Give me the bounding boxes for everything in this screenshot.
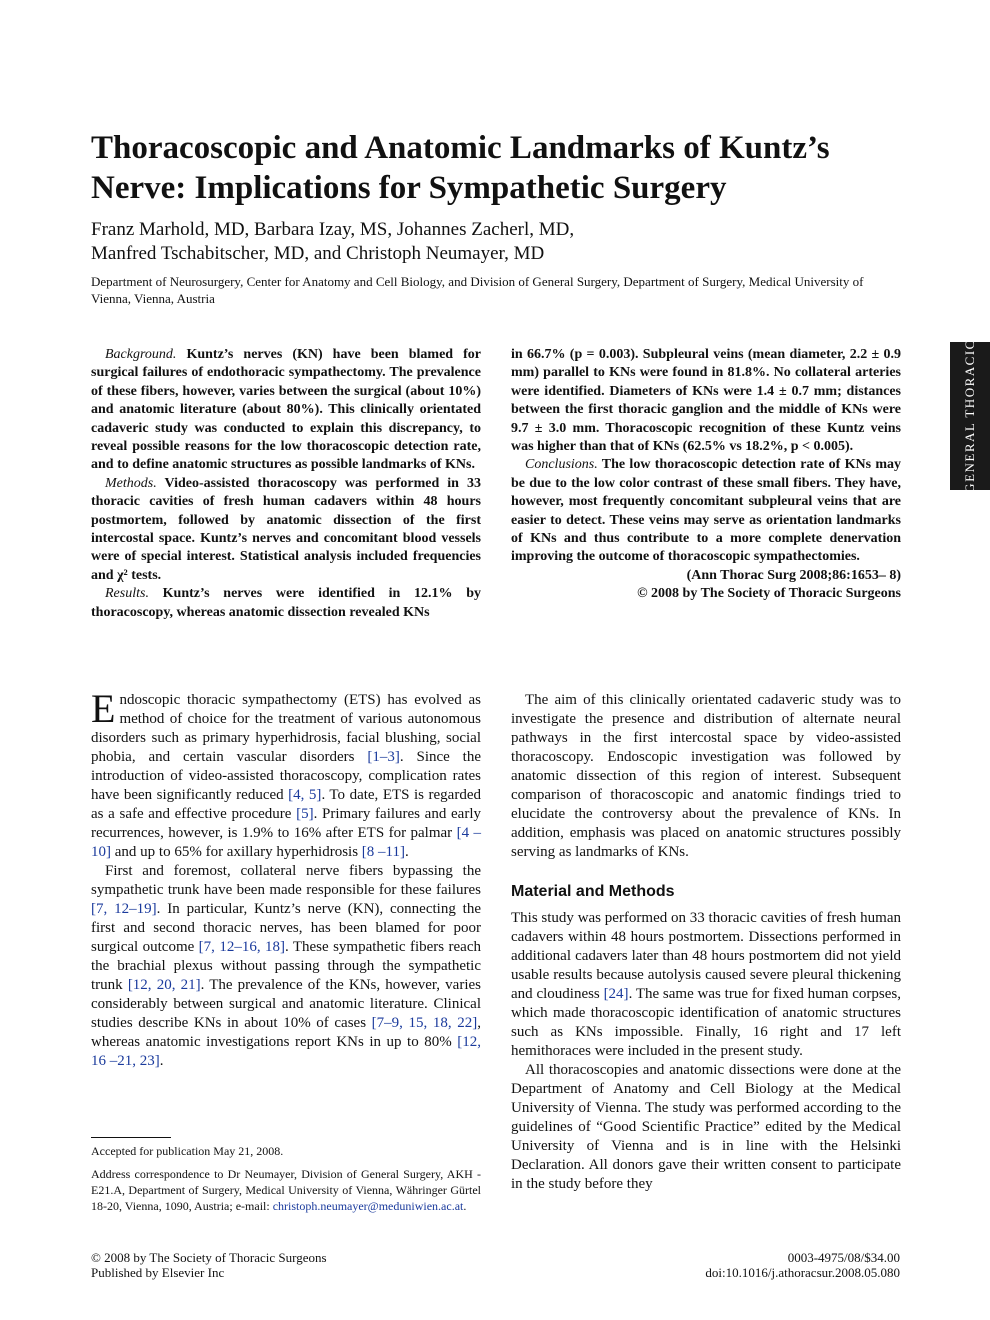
author-list [91, 218, 891, 266]
abstract-right-column [511, 346, 901, 604]
paper-title: Thoracoscopic and Anatomic Landmarks of Kuntz’s Nerve: Implications for Sympathetic Surgery [91, 130, 830, 206]
abstract-copyright: © 2008 by The Society of Thoracic Surgeons [637, 586, 901, 602]
side-tab-label: GENERAL THORACIC [962, 339, 977, 493]
authors-line-1: Franz Marhold, MD, Barbara Izay, MS, Johannes Zacherl, MD, [91, 219, 575, 240]
authors-line-2: Manfred Tschabitscher, MD, and Christoph Neumayer, MD [91, 243, 545, 264]
intro-paragraph-1: Endoscopic thoracic sympathectomy (ETS) has evolved as method of choice for the treatment of various autonomous disorders such as primary hyperhidrosis, facial blushing, social phobia, and certain vascular disorders [1–3]. Since the introduction of video-assisted thoracoscopy, complication rates have been significantly reduced [4, 5]. To date, ETS is regarded as a safe and effective procedure [5]. Primary failures and early recurrences, however, is 1.9% to 16% after ETS for palmar [4 –10] and up to 65% for axillary hyperhidrosis [8 –11]. [91, 686, 482, 860]
reference-link[interactable]: [4, 5] [288, 787, 322, 803]
abstract-results: Results. Kuntz’s nerves were identified in 12.1% by thoracoscopy, whereas anatomic dissection revealed KNs [91, 586, 481, 620]
footer-right [600, 1250, 900, 1280]
reference-link[interactable]: [24] [603, 986, 629, 1002]
reference-link[interactable]: [5] [296, 806, 314, 822]
footer-publisher: Published by Elsevier Inc [91, 1265, 225, 1280]
footnote-divider [91, 1137, 171, 1138]
drop-cap: E [91, 686, 116, 731]
section-side-tab [950, 339, 990, 493]
abstract-background: Background. Kuntz’s nerves (KN) have been blamed for surgical failures of endothoracic sympathectomy. The prevalence of these fibers, however, varies between the surgical (about 10%) and anatomic literature (about 80%). This clinically orientated cadaveric study was conducted to explain this discrepancy, to reveal possible reasons for the low thoracoscopic detection rate, and to define anatomic structures as possible landmarks of KNs. [91, 347, 481, 473]
reference-link[interactable]: [12, 16 –21, 23] [91, 1034, 481, 1069]
abstract-results-continued: in 66.7% (p = 0.003). Subpleural veins (mean diameter, 2.2 ± 0.9 mm) parallel to KNs were found in 81.8%. No collateral arteries were identified. Diameters of KNs were 1.4 ± 0.7 mm; distances between the first thoracic ganglion and the middle of KNs were 9.7 ± 3.0 mm. Thoracoscopic recognition of these Kuntz veins was higher than that of KNs (62.5% vs 18.2%, p < 0.005). [511, 347, 901, 455]
reference-link[interactable]: [12, 20, 21] [127, 977, 201, 993]
reference-link[interactable]: [4 –10] [91, 825, 481, 860]
methods-paragraph-2: All thoracoscopies and anatomic dissections were done at the Department of Anatomy and Cell Biology at the Medical University of Vienna. The study was performed according to the guidelines of “Good Scientific Practice” edited by the Medical University of Vienna and is in line with the Helsinki Declaration. All donors gave their written consent to participate in the study before they [511, 1062, 901, 1192]
footer-copyright: © 2008 by The Society of Thoracic Surgeons [91, 1250, 327, 1265]
body-right-column [511, 691, 901, 1194]
abstract-conclusions: Conclusions. The low thoracoscopic detection rate of KNs may be due to the low color contrast of these small fibers. They have, however, most frequently concomitant subpleural veins that are easier to detect. These veins may serve as orientation landmarks of KNs and thus contribute to a more complete denervation improving the outcome of thoracoscopic sympathectomies. [511, 457, 901, 565]
reference-link[interactable]: [8 –11] [361, 844, 405, 860]
footer-issn: 0003-4975/08/$34.00 [787, 1250, 900, 1265]
intro-paragraph-2: First and foremost, collateral nerve fibers bypassing the sympathetic trunk have been made responsible for these failures [7, 12–19]. In particular, Kuntz’s nerve (KN), connecting the first and second thoracic nerves, has been blamed for poor surgical outcome [7, 12–16, 18]. These sympathetic fibers reach the brachial plexus without passing through the sympathetic trunk [12, 20, 21]. The prevalence of the KNs, however, varies considerably between surgical and anatomic literature. Clinical studies describe KNs in about 10% of cases [7–9, 15, 18, 22], whereas anatomic investigations report KNs in up to 80% [12, 16 –21, 23]. [91, 863, 481, 1069]
reference-link[interactable]: [7–9, 15, 18, 22] [371, 1015, 478, 1031]
footer-left [91, 1250, 327, 1280]
abstract-left-column [91, 346, 481, 622]
reference-link[interactable]: [7, 12–16, 18] [198, 939, 285, 955]
reference-link[interactable]: [1–3] [367, 749, 400, 765]
journal-citation: (Ann Thorac Surg 2008;86:1653– 8) [686, 567, 901, 583]
methods-paragraph-1: This study was performed on 33 thoracic cavities of fresh human cadavers within 48 hours postmortem. Dissections performed in additional cadavers later than 48 hours postmortem did not yield usable results because autolysis caused severe pleural thickening and cloudiness [24]. The same was true for fixed human corpses, which made thoracoscopic identification of anatomic structures such as KNs impossible. Finally, 16 right and 17 left hemithoraces were included in the present study. [511, 910, 902, 1059]
correspondence-note: Address correspondence to Dr Neumayer, Division of General Surgery, AKH - E21.A, Department of Surgery, Medical University of Vienna, Währinger Gürtel 18-20, Vienna, 1090, Austria; e-mail: christoph.neumayer@meduniwien.ac.at. [91, 1167, 481, 1213]
body-left-column [91, 686, 482, 1071]
abstract-methods: Methods. Video-assisted thoracoscopy was performed in 33 thoracic cavities of fresh human cadavers within 48 hours postmortem, followed by anatomic dissection of the first intercostal space. Kuntz’s nerves and concomitant blood vessels were of special interest. Statistical analysis included frequencies and χ² tests. [91, 475, 481, 583]
email-link[interactable]: christoph.neumayer@meduniwien.ac.at [272, 1199, 464, 1213]
accepted-note: Accepted for publication May 21, 2008. [91, 1144, 284, 1158]
affiliation: Department of Neurosurgery, Center for Anatomy and Cell Biology, and Division of General Surgery, Department of Surgery, Medical University of Vienna, Vienna, Austria [91, 274, 864, 306]
aim-paragraph: The aim of this clinically orientated cadaveric study was to investigate the presence and distribution of alternate neural pathways in the first intercostal space by video-assisted thoracoscopy. Endoscopic investigation was followed by anatomic dissection of this region of interest. Subsequent comparison of thoracoscopic and anatomic findings tried to elucidate the controversy about the prevalence of KNs. In addition, emphasis was placed on anatomic structures possibly serving as landmarks of KNs. [511, 692, 901, 860]
section-heading-methods: Material and Methods [511, 883, 675, 900]
reference-link[interactable]: [7, 12–19] [91, 901, 157, 917]
footer-doi[interactable]: doi:10.1016/j.athoracsur.2008.05.080 [705, 1265, 900, 1280]
